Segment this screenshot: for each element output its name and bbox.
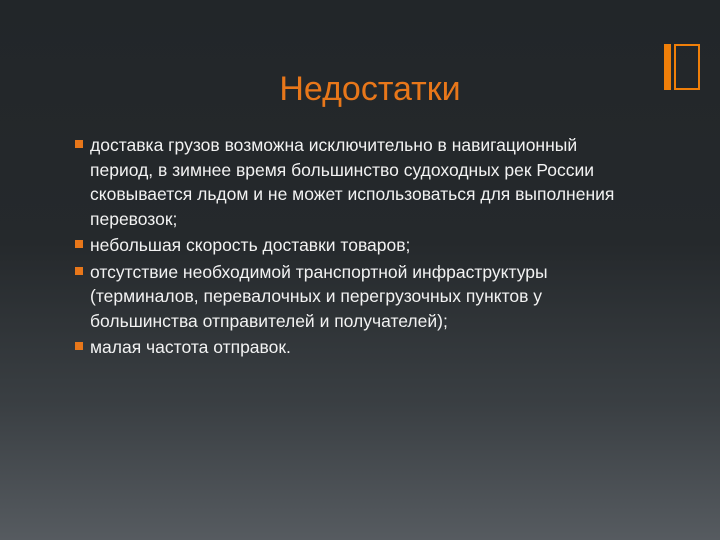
bullet-text: отсутствие необходимой транспортной инфраструктуры (терминалов, перевалочных и перегрузочных пунктов у большинства отправителей и получателей); bbox=[90, 261, 548, 331]
bullet-list bbox=[74, 133, 634, 362]
bullet-text: небольшая скорость доставки товаров; bbox=[90, 235, 411, 255]
list-item bbox=[74, 260, 634, 334]
list-item bbox=[74, 133, 634, 231]
list-item bbox=[74, 335, 634, 360]
bullet-text: доставка грузов возможна исключительно в навигационный период, в зимнее время большинство судоходных рек России сковывается льдом и не может использоваться для выполнения перевозок; bbox=[90, 135, 615, 229]
square-bullet-icon bbox=[75, 240, 83, 248]
list-item bbox=[74, 233, 634, 258]
slide-title: Недостатки bbox=[279, 70, 461, 108]
square-bullet-icon bbox=[75, 342, 83, 350]
square-bullet-icon bbox=[75, 267, 83, 275]
bullet-text: малая частота отправок. bbox=[90, 337, 291, 357]
square-bullet-icon bbox=[75, 140, 83, 148]
